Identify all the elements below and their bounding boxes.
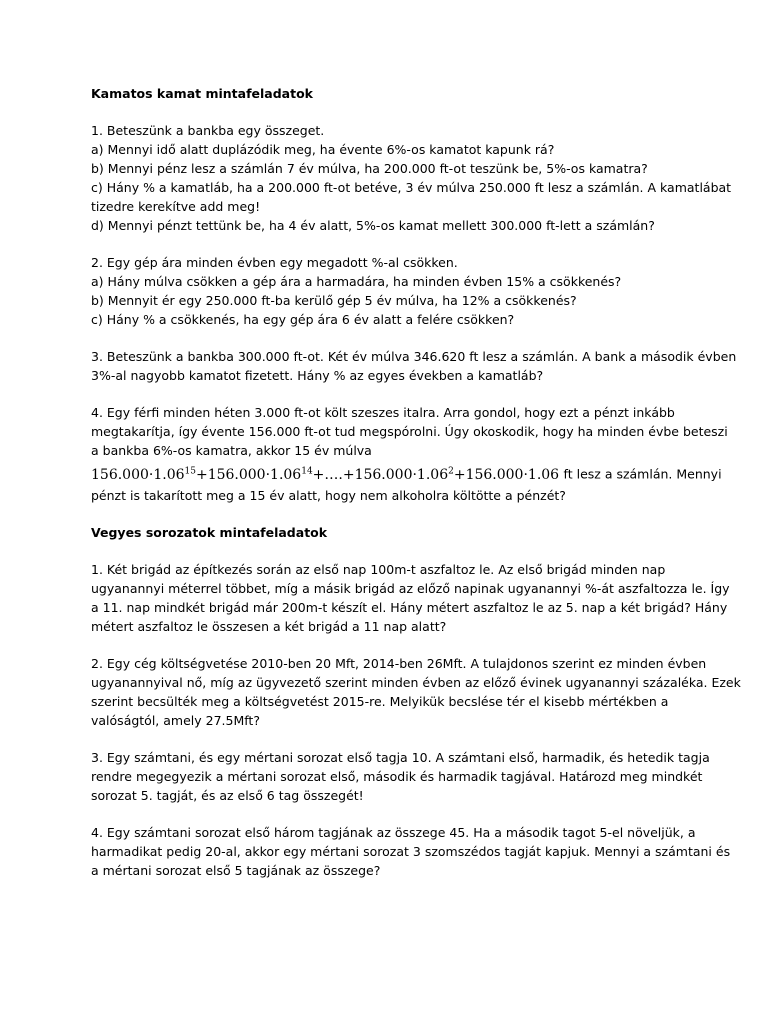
section-title-mixed-sequences: Vegyes sorozatok mintafeladatok — [91, 524, 328, 540]
text-line: a bankba 6%-os kamatra, akkor 15 év múlva — [91, 443, 372, 458]
text-line: a mértani sorozat első 5 tagjának az összege? — [91, 862, 381, 878]
text-line: a) Hány múlva csökken a gép ára a harmadára, ha minden évben 15% a csökkenés? — [91, 274, 622, 289]
text-line: valóságtól, amely 27.5Mft? — [91, 712, 260, 728]
text-line: pénzt is takarított meg a 15 év alatt, hogy nem alkoholra költötte a pénzét? — [91, 487, 566, 503]
text-line: b) Mennyi pénz lesz a számlán 7 év múlva, ha 200.000 ft-ot teszünk be, 5%-os kamatra? — [91, 161, 648, 176]
problem-1-brigades — [91, 560, 730, 636]
text-line: ugyanannyi méterrel többet, míg a másik brigád az előző napinak ugyanannyi %-át aszfaltozza le. Így — [91, 580, 730, 596]
problem-2-machine-price — [91, 253, 691, 329]
series-formula — [91, 467, 564, 483]
text-line: 2. Egy gép ára minden évben egy megadott %-al csökken. — [91, 255, 458, 270]
problem-3-interest-rate — [91, 347, 737, 385]
text-line: tizedre kerekítve add meg! — [91, 199, 261, 214]
formula-term: +156.000·1.06 — [453, 466, 560, 483]
text-line: d) Mennyi pénzt tettünk be, ha 4 év alatt, 5%-os kamat mellett 300.000 ft-lett a számlán? — [91, 218, 655, 233]
text-after-formula: ft lesz a számlán. Mennyi — [563, 466, 722, 482]
text-line: szerint becsülték meg a költségvetést 2015-re. Melyikük becslése tér el kisebb mértékben a — [91, 693, 669, 709]
text-line: métert aszfaltoz le összesen a két brigád a 11 nap alatt? — [91, 618, 447, 634]
text-line: b) Mennyit ér egy 250.000 ft-ba kerülő gép 5 év múlva, ha 12% a csökkenés? — [91, 293, 577, 308]
text-line: 1. Két brigád az építkezés során az első nap 100m-t aszfaltoz le. Az első brigád minden nap — [91, 561, 666, 577]
text-line: c) Hány % a csökkenés, ha egy gép ára 6 év alatt a felére csökken? — [91, 312, 515, 327]
problem-4-sequence-sum — [91, 823, 731, 880]
text-line: 3%-al nagyobb kamatot fizetett. Hány % az egyes években a kamatláb? — [91, 368, 544, 383]
text-line: rendre megegyezik a mértani sorozat első, második és harmadik tagjával. Határozd meg mindkét — [91, 768, 703, 784]
text-line: a 11. nap mindkét brigád már 200m-t készít el. Hány métert aszfaltoz le az 5. nap a két brigád? Hány — [91, 599, 728, 615]
problem-4-savings — [91, 403, 728, 505]
formula-line — [91, 460, 722, 486]
formula-exponent: 2 — [448, 466, 454, 476]
text-line: a) Mennyi idő alatt duplázódik meg, ha évente 6%-os kamatot kapunk rá? — [91, 142, 555, 157]
formula-term: 156.000·1.06 — [91, 466, 185, 483]
text-line: 4. Egy férfi minden héten 3.000 ft-ot költ szeszes italra. Arra gondol, hogy ezt a pénzt inkább — [91, 405, 675, 420]
text-line: 2. Egy cég költségvetése 2010-ben 20 Mft, 2014-ben 26Mft. A tulajdonos szerint ez minden évben — [91, 655, 707, 671]
text-line: 4. Egy számtani sorozat első három tagjának az összege 45. Ha a második tagot 5-el növeljük, a — [91, 824, 696, 840]
formula-term: +….+156.000·1.06 — [312, 466, 449, 483]
problem-2-budget — [91, 654, 741, 730]
text-line: 3. Egy számtani, és egy mértani sorozat első tagja 10. A számtani első, harmadik, és hetedik tagja — [91, 749, 710, 765]
section-title-compound-interest: Kamatos kamat mintafeladatok — [91, 86, 313, 101]
text-line: c) Hány % a kamatláb, ha a 200.000 ft-ot betéve, 3 év múlva 250.000 ft lesz a számlán. A kamatlábat — [91, 180, 732, 195]
problem-3-sequences — [91, 748, 710, 805]
problem-1-bank-deposit — [91, 121, 732, 235]
text-line: megtakarítja, így évente 156.000 ft-ot tud megspórolni. Úgy okoskodik, hogy ha minden évbe beteszi — [91, 424, 728, 439]
text-line: sorozat 5. tagját, és az első 6 tag összegét! — [91, 787, 364, 803]
formula-term: +156.000·1.06 — [195, 466, 302, 483]
text-line: harmadikat pedig 20-al, akkor egy mértani sorozat 3 szomszédos tagját kapjuk. Mennyi a számtani és — [91, 843, 731, 859]
text-line: 1. Beteszünk a bankba egy összeget. — [91, 123, 325, 138]
formula-exponent: 14 — [301, 466, 313, 476]
document-page — [91, 84, 741, 898]
text-line: 3. Beteszünk a bankba 300.000 ft-ot. Két év múlva 346.620 ft lesz a számlán. A bank a második évben — [91, 349, 737, 364]
formula-exponent: 15 — [184, 466, 196, 476]
text-line: ugyanannyival nő, míg az ügyvezető szerint minden évben az előző évinek ugyanannyi százaléka. Ezek — [91, 674, 741, 690]
